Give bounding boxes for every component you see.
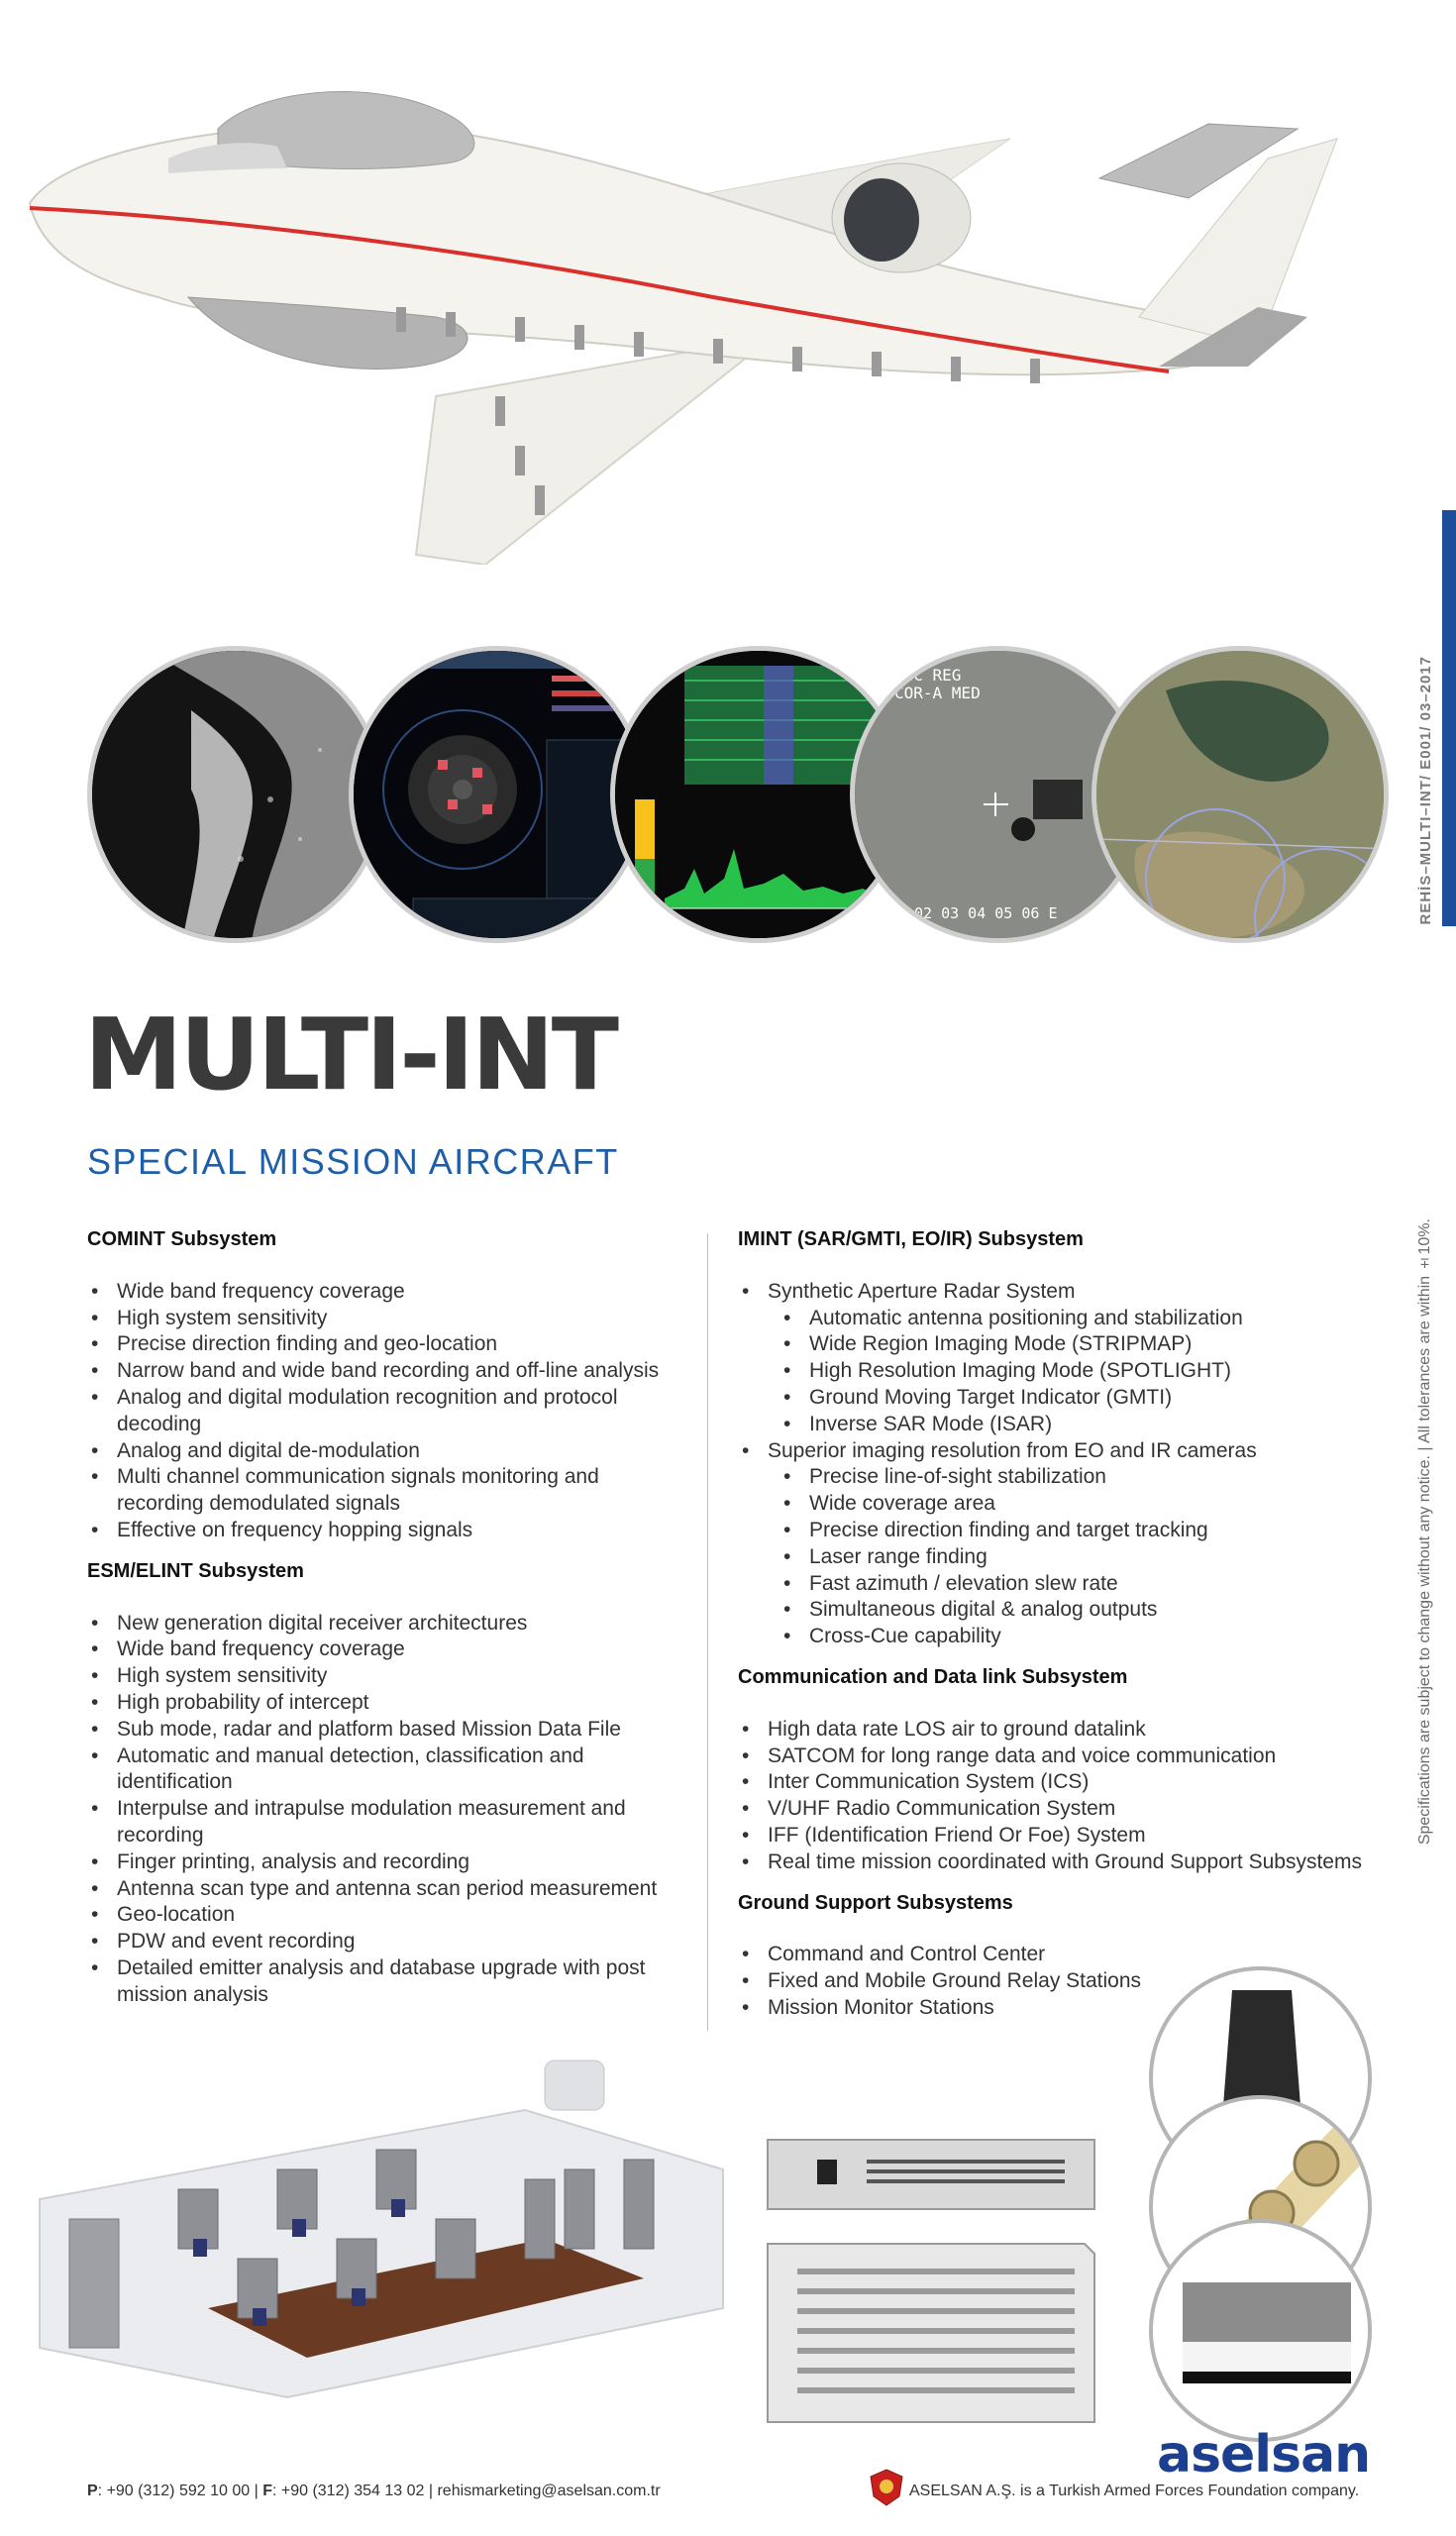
- sar-coastline-image: [92, 651, 384, 943]
- specifications-disclaimer: Specifications are subject to change without any notice. | All tolerances are within ±10%.: [1416, 1218, 1433, 1846]
- list-item: • Interpulse and intrapulse modulation measurement and recording: [87, 1796, 681, 1849]
- list-subitem: • Precise direction finding and target tracking: [738, 1518, 1392, 1544]
- radome-image-circle: [1149, 2219, 1372, 2442]
- eo-overlay-footer: 02 03 04 05 06 E: [914, 904, 1058, 922]
- footer-contact: P: +90 (312) 592 10 00 | F: +90 (312) 354 13 02 | rehismarketing@aselsan.com.tr: [87, 2483, 661, 2499]
- eo-overlay-subheader: COR-A MED: [894, 684, 981, 702]
- list-item: • IFF (Identification Friend Or Foe) System: [738, 1823, 1392, 1849]
- side-accent-tab: [1442, 510, 1456, 926]
- list-subitem: • Wide coverage area: [738, 1491, 1392, 1518]
- ground-support-heading: Ground Support Subsystems: [738, 1891, 1013, 1914]
- list-item: • Inter Communication System (ICS): [738, 1769, 1392, 1796]
- list-subitem: • Fast azimuth / elevation slew rate: [738, 1571, 1392, 1598]
- list-subitem: • Inverse SAR Mode (ISAR): [738, 1412, 1392, 1438]
- right-column: [738, 1226, 1392, 2036]
- phone-number: : +90 (312) 592 10 00: [97, 2483, 251, 2499]
- phone-label: P: [87, 2483, 98, 2499]
- imint-list: [738, 1279, 1392, 1650]
- list-item: • High system sensitivity: [87, 1306, 681, 1332]
- foundation-emblem-icon: [870, 2469, 903, 2506]
- list-item: • Precise direction finding and geo-location: [87, 1331, 681, 1358]
- column-divider: [707, 1233, 708, 2031]
- list-item: • Mission Monitor Stations: [738, 1995, 1392, 2022]
- esm-elint-heading: ESM/ELINT Subsystem: [87, 1559, 304, 1582]
- list-item: • Detailed emitter analysis and database upgrade with post mission analysis: [87, 1955, 681, 2009]
- list-item: • Synthetic Aperture Radar System: [738, 1279, 1392, 1306]
- list-item: • High system sensitivity: [87, 1663, 681, 1690]
- left-column: [87, 1226, 681, 2023]
- list-item: • Automatic and manual detection, classification and identification: [87, 1744, 681, 1797]
- list-item: • Sub mode, radar and platform based Mission Data File: [87, 1717, 681, 1744]
- list-item: • Superior imaging resolution from EO and IR cameras: [738, 1438, 1392, 1465]
- list-item: • V/UHF Radio Communication System: [738, 1796, 1392, 1823]
- list-item: • Finger printing, analysis and recording: [87, 1849, 681, 1876]
- list-item: • SATCOM for long range data and voice communication: [738, 1744, 1392, 1770]
- list-item: • New generation digital receiver architectures: [87, 1611, 681, 1638]
- ground-hardware-units: [758, 2130, 1109, 2427]
- fax-number: : +90 (312) 354 13 02: [271, 2483, 425, 2499]
- list-item: • Fixed and Mobile Ground Relay Stations: [738, 1968, 1392, 1995]
- list-item: • Real time mission coordinated with Ground Support Subsystems: [738, 1849, 1392, 1876]
- list-subitem: • Wide Region Imaging Mode (STRIPMAP): [738, 1331, 1392, 1358]
- radar-screen: [354, 651, 646, 943]
- list-item: • Command and Control Center: [738, 1942, 1392, 1968]
- radome-image: [1153, 2223, 1372, 2442]
- list-subitem: • Simultaneous digital & analog outputs: [738, 1597, 1392, 1624]
- comms-heading: Communication and Data link Subsystem: [738, 1665, 1128, 1688]
- list-item: • High probability of intercept: [87, 1690, 681, 1717]
- list-item: • Analog and digital de-modulation: [87, 1438, 681, 1465]
- foundation-statement: ASELSAN A.Ş. is a Turkish Armed Forces Foundation company.: [909, 2483, 1360, 2499]
- aircraft-illustration: [20, 69, 1436, 565]
- map-image-circle: [1092, 646, 1389, 943]
- list-item: • Wide band frequency coverage: [87, 1279, 681, 1306]
- list-item: • Geo-location: [87, 1902, 681, 1929]
- comint-list: [87, 1279, 681, 1544]
- comint-heading: COMINT Subsystem: [87, 1228, 277, 1250]
- imint-heading: IMINT (SAR/GMTI, EO/IR) Subsystem: [738, 1228, 1084, 1250]
- list-item: • Analog and digital modulation recognition and protocol decoding: [87, 1385, 681, 1438]
- list-subitem: • High Resolution Imaging Mode (SPOTLIGHT): [738, 1358, 1392, 1385]
- email-link[interactable]: | rehismarketing@aselsan.com.tr: [428, 2483, 661, 2499]
- eo-overlay-header: VIC REG: [894, 666, 962, 685]
- list-item: • Effective on frequency hopping signals: [87, 1518, 681, 1544]
- list-subitem: • Laser range finding: [738, 1544, 1392, 1571]
- sar-image-circle: [87, 646, 384, 943]
- list-subitem: • Precise line-of-sight stabilization: [738, 1464, 1392, 1491]
- map-screen: [1096, 651, 1389, 943]
- list-subitem: • Ground Moving Target Indicator (GMTI): [738, 1385, 1392, 1412]
- list-item: • High data rate LOS air to ground datalink: [738, 1717, 1392, 1744]
- cabin-layout-illustration: [30, 2051, 743, 2427]
- list-item: • Multi channel communication signals monitoring and recording demodulated signals: [87, 1464, 681, 1518]
- page-subtitle: SPECIAL MISSION AIRCRAFT: [87, 1141, 619, 1182]
- aselsan-logo: aselsan: [1157, 2425, 1371, 2484]
- list-item: • Wide band frequency coverage: [87, 1637, 681, 1663]
- comms-list: [738, 1717, 1392, 1876]
- list-subitem: • Automatic antenna positioning and stabilization: [738, 1306, 1392, 1332]
- page-title: MULTI-INT: [84, 997, 616, 1112]
- esm-elint-list: [87, 1611, 681, 2009]
- fax-label: F: [262, 2483, 272, 2499]
- list-item: • Antenna scan type and antenna scan period measurement: [87, 1876, 681, 1903]
- radar-display-circle: [349, 646, 646, 943]
- list-item: • Narrow band and wide band recording and off-line analysis: [87, 1358, 681, 1385]
- list-item: • PDW and event recording: [87, 1929, 681, 1955]
- document-code: REHİS–MULTI–INT/ E001/ 03–2017: [1417, 656, 1434, 925]
- list-subitem: • Cross-Cue capability: [738, 1624, 1392, 1650]
